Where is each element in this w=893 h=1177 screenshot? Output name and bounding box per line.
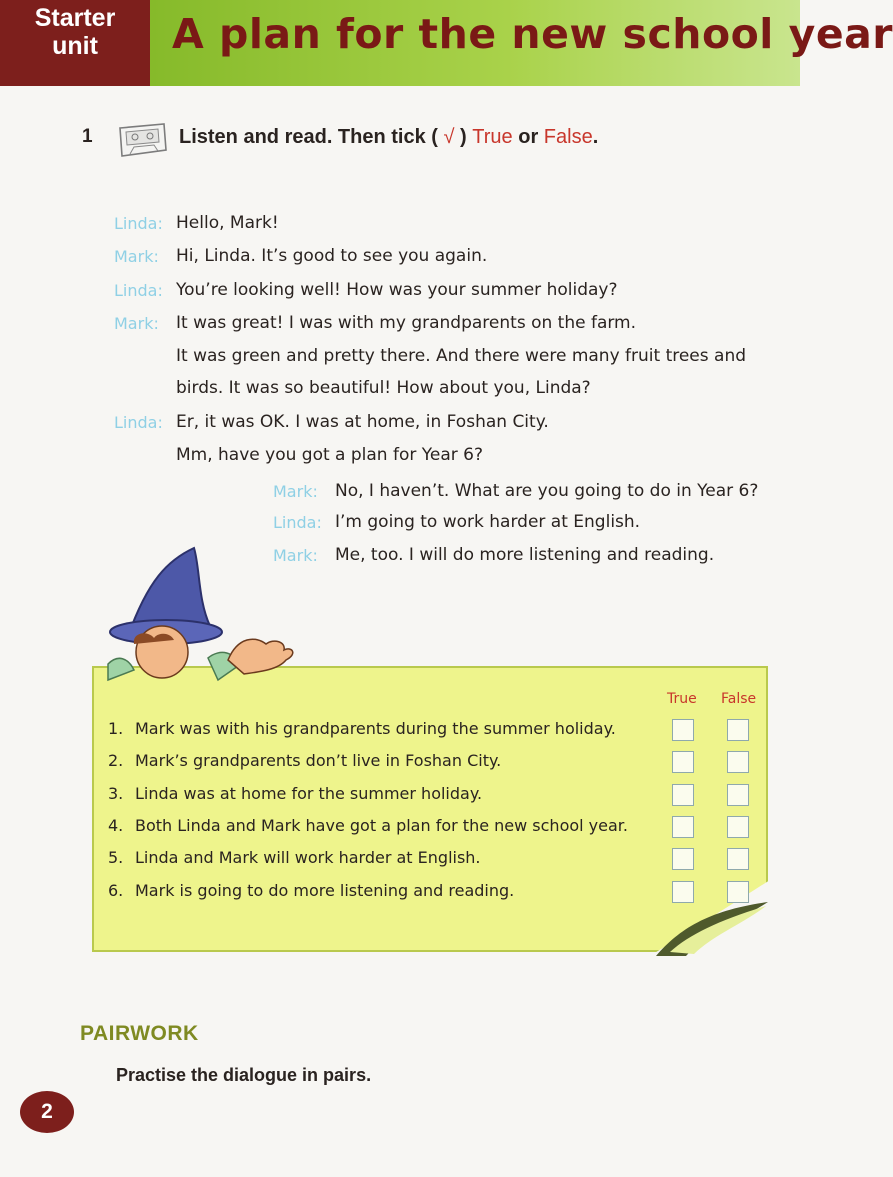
note-curl-corner xyxy=(650,880,770,956)
title-bar xyxy=(150,0,893,86)
column-header-false: False xyxy=(721,691,757,707)
statement-text: Linda was at home for the summer holiday. xyxy=(135,784,483,803)
unit-label-line1: Starter xyxy=(34,4,116,32)
quiz-statement xyxy=(108,784,482,803)
dialogue-line: It was green and pretty there. And there were many fruit trees and xyxy=(176,346,747,366)
false-word: False xyxy=(543,126,593,148)
true-checkbox[interactable] xyxy=(672,719,694,741)
statement-text: Linda and Mark will work harder at English. xyxy=(135,848,481,867)
quiz-statement xyxy=(108,751,501,770)
cassette-tape-icon xyxy=(114,120,170,160)
exercise-number: 1 xyxy=(82,126,93,147)
false-checkbox[interactable] xyxy=(727,751,749,773)
instruction-period: . xyxy=(592,126,599,148)
false-checkbox[interactable] xyxy=(727,881,749,903)
statement-number: 3. xyxy=(108,784,124,803)
true-checkbox[interactable] xyxy=(672,881,694,903)
exercise-instruction xyxy=(179,126,598,149)
dialogue-line: I’m going to work harder at English. xyxy=(335,512,641,532)
dialogue-line: No, I haven’t. What are you going to do in Year 6? xyxy=(335,481,759,501)
speaker-label: Mark: xyxy=(273,482,318,501)
page-title: A plan for the new school year xyxy=(172,10,893,58)
dialogue-line: Me, too. I will do more listening and reading. xyxy=(335,545,715,565)
dialogue-line: Er, it was OK. I was at home, in Foshan City. xyxy=(176,412,549,432)
speaker-label: Mark: xyxy=(114,247,159,266)
wizard-character-illustration xyxy=(88,540,308,680)
false-checkbox[interactable] xyxy=(727,848,749,870)
instruction-text: Listen and read. Then tick ( xyxy=(179,126,438,148)
statement-text: Mark’s grandparents don’t live in Foshan City. xyxy=(135,751,502,770)
true-checkbox[interactable] xyxy=(672,848,694,870)
page-header xyxy=(0,0,893,86)
or-word: or xyxy=(518,126,539,148)
exercise-instruction-row xyxy=(82,118,762,162)
true-checkbox[interactable] xyxy=(672,751,694,773)
quiz-statement xyxy=(108,816,628,835)
column-header-true: True xyxy=(667,691,697,707)
statement-text: Mark is going to do more listening and reading. xyxy=(135,881,515,900)
speaker-label: Linda: xyxy=(273,513,322,532)
quiz-statement xyxy=(108,848,481,867)
dialogue-line: You’re looking well! How was your summer holiday? xyxy=(176,280,618,300)
dialogue-line: birds. It was so beautiful! How about you, Linda? xyxy=(176,378,591,398)
quiz-statement xyxy=(108,719,616,738)
speaker-label: Mark: xyxy=(114,314,159,333)
speaker-label: Linda: xyxy=(114,413,163,432)
quiz-statement xyxy=(108,881,514,900)
instruction-close-paren: ) xyxy=(460,126,467,148)
dialogue-line: Mm, have you got a plan for Year 6? xyxy=(176,445,483,465)
statement-number: 2. xyxy=(108,751,124,770)
true-checkbox[interactable] xyxy=(672,784,694,806)
statement-text: Mark was with his grandparents during the summer holiday. xyxy=(135,719,616,738)
dialogue-line: Hi, Linda. It’s good to see you again. xyxy=(176,246,488,266)
tick-symbol: √ xyxy=(443,126,455,148)
dialogue-line: Hello, Mark! xyxy=(176,213,279,233)
true-checkbox[interactable] xyxy=(672,816,694,838)
statement-number: 5. xyxy=(108,848,124,867)
page-number: 2 xyxy=(20,1091,74,1133)
statement-number: 1. xyxy=(108,719,124,738)
unit-label xyxy=(0,0,150,86)
false-checkbox[interactable] xyxy=(727,816,749,838)
statement-number: 4. xyxy=(108,816,124,835)
statement-number: 6. xyxy=(108,881,124,900)
pairwork-heading: PAIRWORK xyxy=(80,1022,199,1045)
speaker-label: Linda: xyxy=(114,281,163,300)
true-word: True xyxy=(472,126,513,148)
pairwork-instruction: Practise the dialogue in pairs. xyxy=(116,1065,372,1085)
dialogue-line: It was great! I was with my grandparents on the farm. xyxy=(176,313,637,333)
speaker-label: Linda: xyxy=(114,214,163,233)
false-checkbox[interactable] xyxy=(727,719,749,741)
speaker-label: Mark: xyxy=(273,546,318,565)
false-checkbox[interactable] xyxy=(727,784,749,806)
statement-text: Both Linda and Mark have got a plan for the new school year. xyxy=(135,816,628,835)
unit-label-line2: unit xyxy=(52,32,98,60)
